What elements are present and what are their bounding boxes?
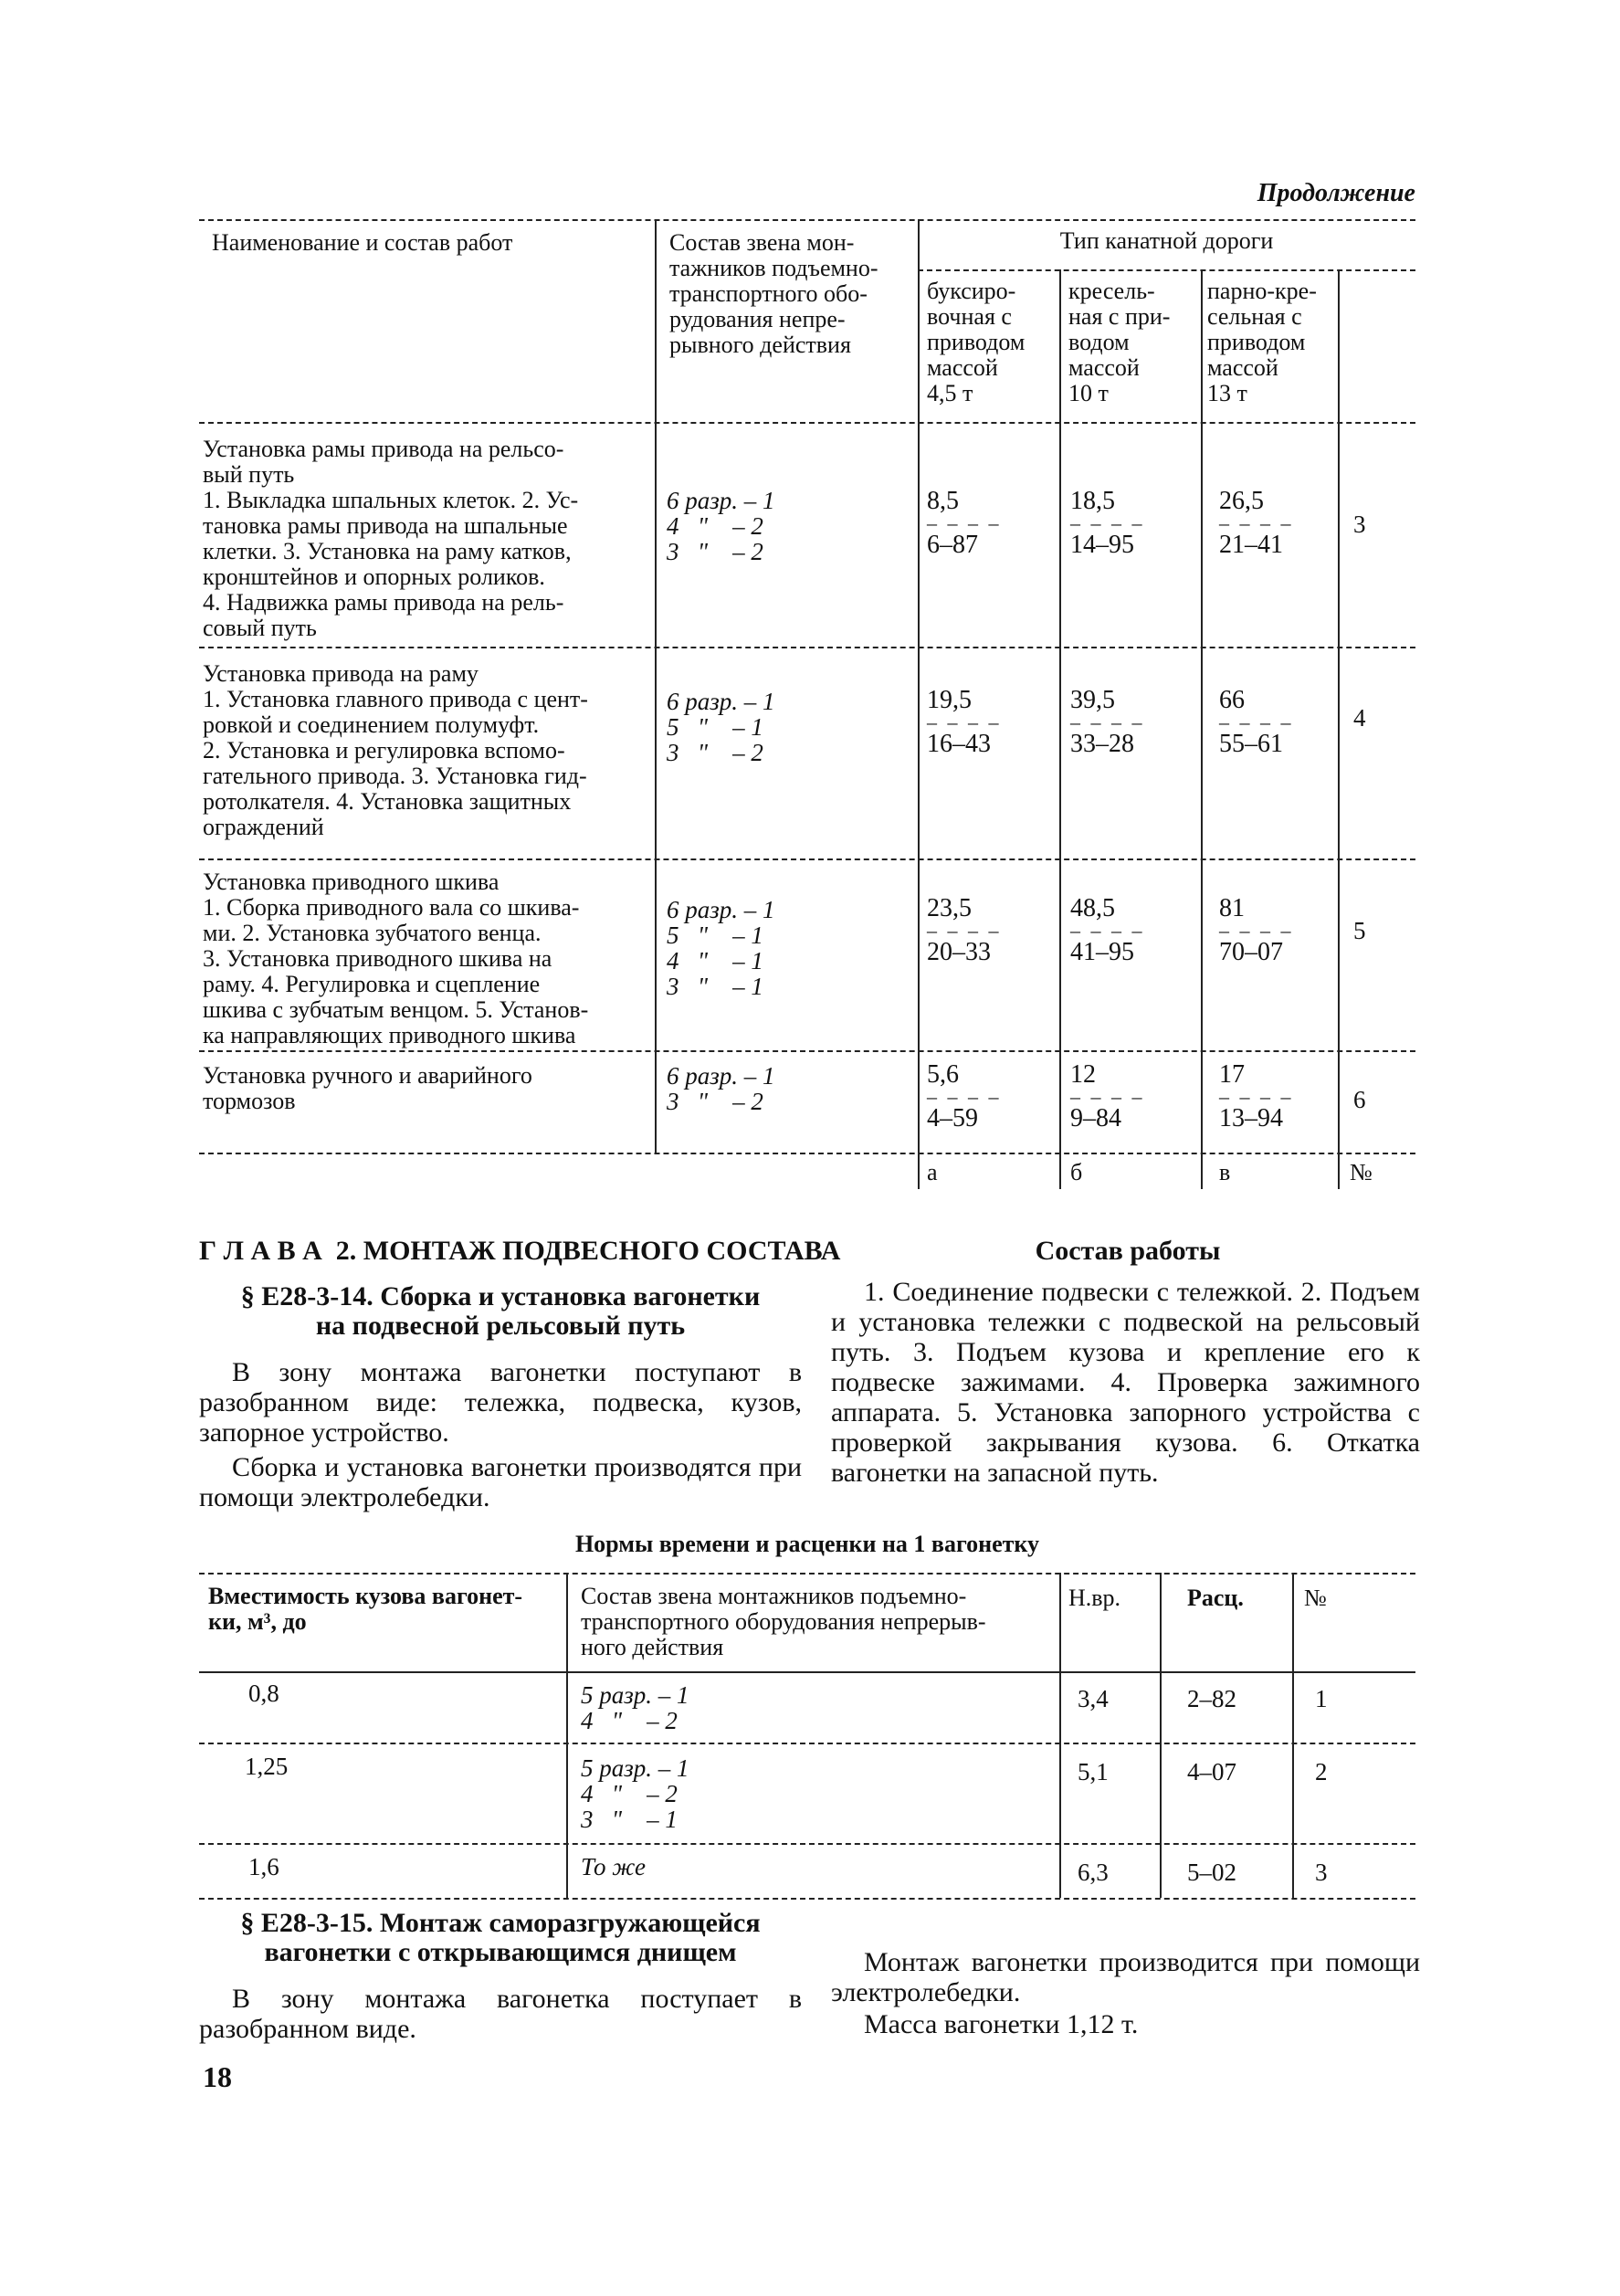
table1-row-number: 6 (1353, 1086, 1366, 1113)
table2-number: 1 (1315, 1685, 1328, 1712)
table2-col-line (1160, 1573, 1162, 1898)
chapter-title: Г Л А В А 2. МОНТАЖ ПОДВЕСНОГО СОСТАВА (199, 1236, 841, 1266)
rate: 9–84 (1070, 1104, 1121, 1132)
table1-row-name: Установка привода на раму 1. Установка главного привода с цент- ровкой и соединением полумуфт. 2. Установка и регулировка вспомо- гательного привода. 3. Установка гид- ротолкателя. 4. Установка защитных ограждений (203, 660, 588, 840)
table2-norm-time: 6,3 (1078, 1859, 1109, 1886)
rate: 14–95 (1070, 531, 1134, 559)
norm-time: 19,5 (927, 686, 972, 714)
table1-header-bottom (199, 422, 1415, 424)
table1-cell-c: 26,5 – – – – 21–41 (1219, 488, 1356, 559)
table1-cell-a: 23,5 – – – – 20–33 (927, 895, 1064, 966)
table1-row-divider (199, 1050, 1415, 1052)
table2-header-bottom (199, 1671, 1415, 1673)
table1-row-name: Установка ручного и аварийного тормозов (203, 1062, 532, 1114)
section-15-paragraph-right-1: Монтаж вагонетки производится при помощи электролебедки. (831, 1947, 1420, 2007)
table1-row-crew: 6 разр. – 1 5 " – 1 4 " – 1 3 " – 1 (667, 896, 775, 1000)
norm-time: 26,5 (1219, 487, 1264, 515)
section-15-title: § Е28-3-15. Монтаж саморазгружающейся вагонетки с открывающимся днищем (240, 1908, 761, 1967)
table1-cell-c: 81 – – – – 70–07 (1219, 895, 1356, 966)
norm-time: 12 (1070, 1060, 1096, 1089)
section-14-title: § Е28-3-14. Сборка и установка вагонетки на подвесной рельсовый путь (240, 1281, 761, 1341)
table1-cell-a: 8,5 – – – – 6–87 (927, 488, 1064, 559)
table2-bottom-border (199, 1898, 1415, 1900)
section-14-paragraph-2: Сборка и установка вагонетки производятся при помощи электролебедки. (199, 1452, 802, 1512)
norm-time: 8,5 (927, 487, 959, 515)
table2-rate: 2–82 (1187, 1685, 1236, 1712)
rate: 55–61 (1219, 730, 1283, 758)
rate: 33–28 (1070, 730, 1134, 758)
table2-capacity: 0,8 (248, 1680, 279, 1707)
rate: 70–07 (1219, 938, 1283, 966)
table1-col-line (655, 219, 657, 1153)
table2-capacity: 1,25 (245, 1753, 289, 1780)
table1-row-crew: 6 разр. – 1 3 " – 2 (667, 1062, 775, 1115)
table1-header-col-b: кресель- ная с при- водом массой 10 т (1068, 278, 1171, 406)
table2-crew: То же (581, 1853, 647, 1880)
table2-norm-time: 3,4 (1078, 1685, 1109, 1712)
page-number: 18 (203, 2060, 232, 2093)
rate: 16–43 (927, 730, 991, 758)
table1-top-border (199, 219, 1415, 221)
table1-bottom-border (199, 1153, 1415, 1154)
table1-cell-b: 48,5 – – – – 41–95 (1070, 895, 1207, 966)
table1-header-crew: Состав звена мон- тажников подъемно- транспортного обо- рудования непре- рывного действия (669, 229, 878, 358)
table1-type-underline (918, 269, 1415, 271)
norm-time: 5,6 (927, 1060, 959, 1089)
table2-header-crew: Состав звена монтажников подъемно- транспортного оборудования непрерыв- ного действия (581, 1583, 986, 1660)
rate: 41–95 (1070, 938, 1134, 966)
table2-number: 3 (1315, 1859, 1328, 1886)
table1-cell-b: 18,5 – – – – 14–95 (1070, 488, 1207, 559)
table2-header-norm-time: Н.вр. (1068, 1585, 1121, 1611)
rate: 21–41 (1219, 531, 1283, 559)
table1-row-number: 5 (1353, 917, 1366, 944)
norm-time: 17 (1219, 1060, 1245, 1089)
table1-header-col-c: парно-кре- сельная с приводом массой 13 т (1207, 278, 1317, 406)
norm-time: 18,5 (1070, 487, 1115, 515)
table1-cell-b: 12 – – – – 9–84 (1070, 1061, 1207, 1132)
table2-norm-time: 5,1 (1078, 1758, 1109, 1785)
table1-row-number: 4 (1353, 704, 1366, 732)
table2-number: 2 (1315, 1758, 1328, 1785)
work-composition-title: Состав работы (1035, 1236, 1221, 1266)
work-composition-text: 1. Соединение подвески с тележкой. 2. Подъем и установка тележки с подвеской на рельсовый путь. 3. Подъем кузова и крепление его к подвеске зажимами. 4. Проверка зажимного аппарата. 5. Установка запорного устройства с проверкой закрывания кузова. 6. Откатка вагонетки на запасной путь. (831, 1277, 1420, 1488)
table2-header-capacity: Вместимость кузова вагонет- ки, м³, до (208, 1583, 523, 1635)
table1-header-type: Тип канатной дороги (1059, 227, 1274, 254)
table2-rate: 5–02 (1187, 1859, 1236, 1886)
table2-top-border (199, 1573, 1415, 1575)
norm-time: 66 (1219, 686, 1245, 714)
table2-header-number: № (1304, 1585, 1327, 1611)
table2-rate: 4–07 (1187, 1758, 1236, 1785)
table2-col-line (566, 1573, 568, 1898)
table1-row-crew: 6 разр. – 1 5 " – 1 3 " – 2 (667, 688, 775, 766)
norm-time: 81 (1219, 894, 1245, 922)
norm-time: 48,5 (1070, 894, 1115, 922)
table1-row-name: Установка рамы привода на рельсо- вый путь 1. Выкладка шпальных клеток. 2. Ус- тановка рамы привода на шпальные клетки. 3. Установка на раму катков, кронштейнов и опорных роликов. 4. Надвижка рамы привода на рель- совый путь (203, 436, 579, 641)
table1-header-col-a: буксиро- вочная с приводом массой 4,5 т (927, 278, 1026, 406)
table1-col-line (918, 219, 920, 1189)
norm-time: 39,5 (1070, 686, 1115, 714)
table1-row-divider (199, 858, 1415, 860)
table2-row-divider (199, 1843, 1415, 1845)
table2-crew: 5 разр. – 1 4 " – 2 (581, 1681, 689, 1734)
table2-col-line (1292, 1573, 1294, 1898)
section-15-paragraph-right-2: Масса вагонетки 1,12 т. (864, 2009, 1139, 2039)
section-15-paragraph-1: В зону монтажа вагонетка поступает в разобранном виде. (199, 1984, 802, 2044)
table1-footer-num: № (1350, 1159, 1373, 1185)
rate: 13–94 (1219, 1104, 1283, 1132)
rate: 20–33 (927, 938, 991, 966)
table1-footer-c: в (1219, 1159, 1231, 1185)
table1-row-divider (199, 647, 1415, 648)
table1-cell-a: 19,5 – – – – 16–43 (927, 687, 1064, 758)
rate: 4–59 (927, 1104, 978, 1132)
section-14-paragraph-1: В зону монтажа вагонетки поступают в разобранном виде: тележка, подвеска, кузов, запорное устройство. (199, 1357, 802, 1448)
table1-cell-c: 17 – – – – 13–94 (1219, 1061, 1356, 1132)
table2-col-line (1059, 1573, 1061, 1898)
continuation-label: Продолжение (1257, 179, 1415, 207)
table1-footer-a: а (927, 1159, 938, 1185)
table1-footer-b: б (1070, 1159, 1083, 1185)
table2-crew: 5 разр. – 1 4 " – 2 3 " – 1 (581, 1754, 689, 1833)
table2-caption: Нормы времени и расценки на 1 вагонетку (574, 1531, 1040, 1557)
table1-cell-a: 5,6 – – – – 4–59 (927, 1061, 1064, 1132)
norm-time: 23,5 (927, 894, 972, 922)
table1-row-crew: 6 разр. – 1 4 " – 2 3 " – 2 (667, 487, 775, 565)
table1-row-number: 3 (1353, 511, 1366, 538)
table2-capacity: 1,6 (248, 1853, 279, 1880)
table2-header-rate: Расц. (1187, 1585, 1244, 1611)
table1-cell-b: 39,5 – – – – 33–28 (1070, 687, 1207, 758)
table1-cell-c: 66 – – – – 55–61 (1219, 687, 1356, 758)
table1-header-name: Наименование и состав работ (212, 229, 513, 256)
rate: 6–87 (927, 531, 978, 559)
table1-row-name: Установка приводного шкива 1. Сборка приводного вала со шкива- ми. 2. Установка зубчатого венца. 3. Установка приводного шкива на раму. 4. Регулировка и сцепление шкива с зубчатым венцом. 5. Установ- ка направляющих приводного шкива (203, 869, 589, 1048)
table2-row-divider (199, 1743, 1415, 1744)
